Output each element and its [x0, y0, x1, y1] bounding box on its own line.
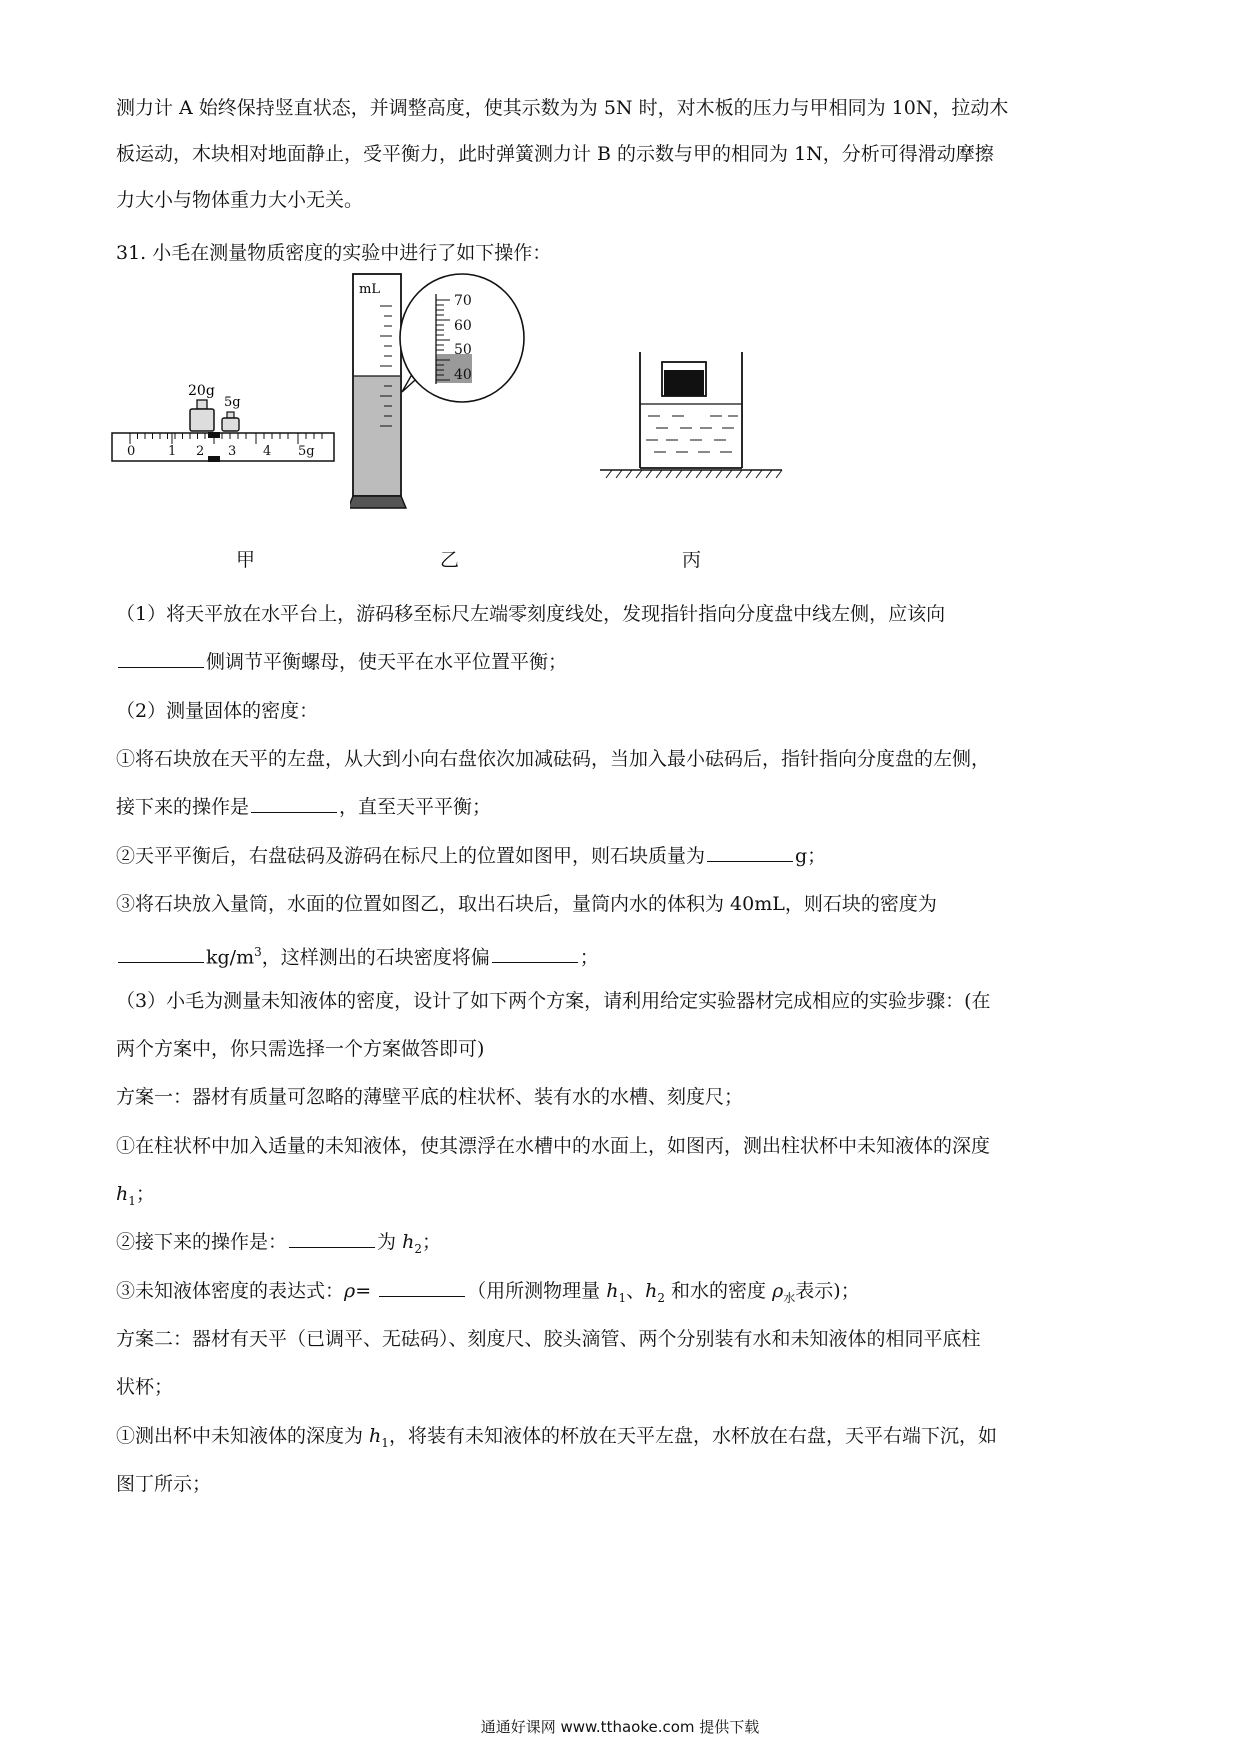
- plan1-step1-end: ；: [135, 1183, 155, 1205]
- plan1-step2-h-sub: 2: [414, 1241, 422, 1256]
- answer-blank-3[interactable]: [707, 839, 793, 862]
- weight-20g: [190, 409, 214, 431]
- scale-label-2: 2: [196, 444, 205, 459]
- answer-blank-6[interactable]: [289, 1225, 375, 1248]
- plan2-h-symbol: h: [369, 1425, 382, 1447]
- scale-label-0: 0: [127, 444, 136, 459]
- scale-label-5g: 5g: [298, 444, 315, 459]
- rider-bottom: [208, 456, 220, 462]
- part1-line-2: [116, 638, 1126, 686]
- plan1-step2-h: h: [402, 1231, 415, 1253]
- part2-step3-text-mid: ，这样测出的石块密度将偏: [261, 946, 490, 969]
- part2-step1-line-2: [116, 783, 1126, 831]
- question-title: 31. 小毛在测量物质密度的实验中进行了如下操作：: [116, 242, 552, 264]
- plan1-step3: [116, 1267, 1126, 1322]
- intro-line-3: 力大小与物体重力大小无关。: [116, 189, 364, 211]
- plan2-line-1: 方案二：器材有天平（已调平、无砝码）、刻度尺、胶头滴管、两个分别装有水和未知液体的相同平底柱: [116, 1328, 981, 1350]
- cylinder-base: [350, 496, 406, 508]
- zoom-label-40: 40: [454, 367, 472, 383]
- part2-title: （2）测量固体的密度：: [116, 700, 319, 722]
- plan1-step3-paren-a: （用所测物理量: [467, 1280, 607, 1302]
- figure-group: [110, 268, 810, 578]
- weight-5g-label: 5g: [224, 395, 241, 410]
- plan2-step1-line-2: 图丁所示；: [116, 1473, 212, 1495]
- zoom-label-70: 70: [454, 293, 472, 309]
- plan1-h-symbol: h: [116, 1183, 129, 1205]
- part2-step3-line-1: ③将石块放入量筒，水面的位置如图乙，取出石块后，量筒内水的体积为 40mL，则石块的密度为: [116, 893, 937, 915]
- weight-5g-knob: [227, 412, 234, 418]
- plan1-step3-h2: h: [645, 1280, 658, 1302]
- plan2-step1-line-1: [116, 1412, 1126, 1467]
- caption-yi: 乙: [440, 549, 460, 571]
- part2-step1-line-1: ①将石块放在天平的左盘，从大到小向右盘依次加减砝码，当加入最小砝码后，指针指向分度盘的左侧，: [116, 748, 991, 770]
- part2-step2-text-a: ②天平平衡后，右盘砝码及游码在标尺上的位置如图甲，则石块质量为: [116, 845, 706, 867]
- cup-liquid: [664, 370, 704, 396]
- part2-step1-text-a: 接下来的操作是: [116, 796, 250, 818]
- plan1-step3-sep: 、: [626, 1280, 646, 1302]
- figure-jia-balance: [110, 268, 340, 488]
- water-hatching: [646, 416, 738, 452]
- part2-step1-text-b: ，直至天平平衡；: [339, 796, 492, 818]
- part2-step3-text-end: ；: [579, 946, 599, 969]
- plan1-h-subscript: 1: [128, 1193, 136, 1208]
- density-unit: kg/m: [206, 946, 255, 969]
- ground-hatching: [606, 470, 782, 478]
- plan1-step3-h1-sub: 1: [618, 1290, 627, 1305]
- cylinder-water: [354, 376, 400, 495]
- plan1-step3-h2-sub: 2: [657, 1290, 665, 1305]
- density-unit-exponent: 3: [254, 945, 262, 959]
- intro-line-2: 板运动，木块相对地面静止，受平衡力，此时弹簧测力计 B 的示数与甲的相同为 1N，分析可得滑动摩擦: [116, 143, 994, 165]
- part1-line-1: （1）将天平放在水平台上，游码移至标尺左端零刻度线处，发现指针指向分度盘中线左侧，应该向: [116, 603, 946, 625]
- plan2-step1-text-a: ①测出杯中未知液体的深度为: [116, 1425, 370, 1447]
- caption-jia: 甲: [236, 549, 256, 571]
- part2-step3-line-2: [116, 928, 1126, 981]
- plan1-step1-line-2: [116, 1170, 1126, 1225]
- scale-label-3: 3: [228, 444, 237, 459]
- answer-blank-5[interactable]: [492, 940, 578, 963]
- plan1-step3-paren-b: 和水的密度: [665, 1280, 773, 1302]
- plan2-h-sub: 1: [381, 1435, 389, 1450]
- answer-blank-1[interactable]: [118, 645, 204, 668]
- zoom-label-60: 60: [454, 318, 472, 334]
- plan1-step2: [116, 1218, 1126, 1273]
- plan2-line-2: 状杯；: [116, 1376, 174, 1398]
- plan1-step3-text-a: ③未知液体密度的表达式：: [116, 1280, 345, 1302]
- part3-line-1: （3）小毛为测量未知液体的密度，设计了如下两个方案，请利用给定实验器材完成相应的实验步骤：(在: [116, 990, 991, 1012]
- weight-20g-label: 20g: [188, 383, 215, 399]
- intro-line-1: 测力计 A 始终保持竖直状态，并调整高度，使其示数为为 5N 时，对木板的压力与甲相同为 10N，拉动木: [116, 97, 1009, 119]
- part2-step2: [116, 832, 1126, 880]
- part1-line-2-text: 侧调节平衡螺母，使天平在水平位置平衡；: [206, 651, 568, 673]
- part2-step2-text-b: g；: [795, 845, 827, 867]
- weight-5g: [222, 418, 239, 431]
- plan1-step1-line-1: ①在柱状杯中加入适量的未知液体，使其漂浮在水槽中的水面上，如图丙，测出柱状杯中未知液体的深度: [116, 1135, 991, 1157]
- weight-20g-knob: [197, 400, 207, 409]
- figure-bing-tank: [600, 350, 790, 510]
- plan1-title: 方案一：器材有质量可忽略的薄壁平底的柱状杯、装有水的水槽、刻度尺；: [116, 1086, 744, 1108]
- cylinder-unit-label: mL: [359, 282, 380, 297]
- plan1-step2-text-mid: 为: [377, 1231, 403, 1253]
- plan1-step2-text-a: ②接下来的操作是：: [116, 1231, 288, 1253]
- page-footer: 通通好课网 www.tthaoke.com 提供下载: [480, 1718, 760, 1736]
- rho-symbol: ρ: [344, 1280, 356, 1302]
- plan2-step1-text-b: ，将装有未知液体的杯放在天平左盘，水杯放在右盘，天平右端下沉，如: [388, 1425, 997, 1447]
- caption-bing: 丙: [682, 549, 702, 571]
- answer-blank-7[interactable]: [379, 1274, 465, 1297]
- rho-water-symbol: ρ: [772, 1280, 784, 1302]
- plan1-step3-paren-c: 表示)；: [795, 1280, 860, 1302]
- zoom-label-50: 50: [454, 342, 472, 358]
- plan1-step3-h1: h: [606, 1280, 619, 1302]
- equals-sign: =: [355, 1280, 378, 1302]
- plan1-step2-end: ；: [421, 1231, 441, 1253]
- answer-blank-4[interactable]: [118, 940, 204, 963]
- figure-yi-cylinder: [350, 272, 530, 532]
- answer-blank-2[interactable]: [251, 790, 337, 813]
- scale-label-4: 4: [263, 444, 272, 459]
- scale-label-1: 1: [168, 444, 177, 459]
- rider-top: [208, 432, 220, 438]
- rho-water-sub: 水: [783, 1290, 796, 1305]
- part3-line-2: 两个方案中，你只需选择一个方案做答即可): [116, 1038, 485, 1060]
